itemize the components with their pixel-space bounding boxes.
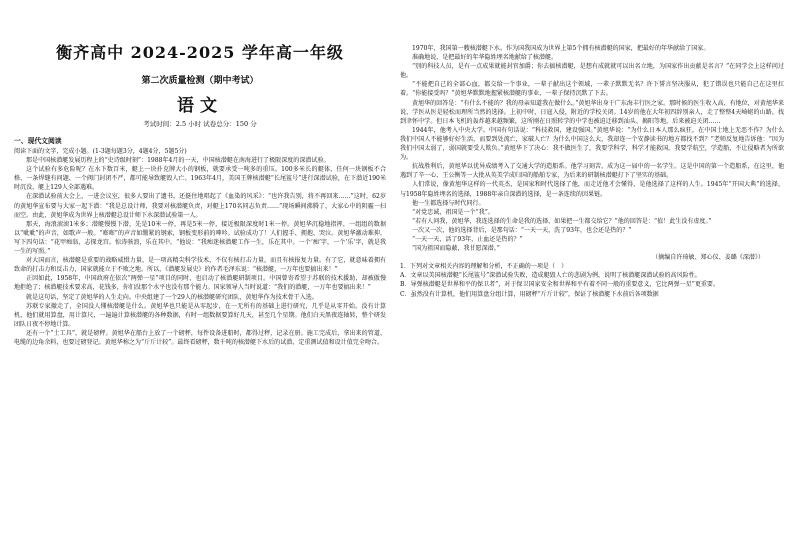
exam-meta: 考试时间：2.5 小时 试卷总分：150 分 — [143, 120, 257, 128]
passage-paragraph: 一次又一次，他的选择背后，是那句话：“一天一天，洗了93年，也会还是热的？” — [412, 226, 632, 234]
passage-paragraph: 准确地说，是把最好的年华隐姓埋名地献给了核潜艇。 — [412, 54, 558, 62]
passage-paragraph: 黄旭华的回答是：“有什么不能的？我的母亲知道我在做什么。”黄旭华出身于广东海丰行医之家。那时候的医生收入高、有地位，对黄旭华来说，学医从医是轻松而理所当然的选择。上初中时，日寇入侵，附近的学校关闭。14岁的他在大年初四辞别亲人，走了整整4天崎岖的山路，找到聿怀中学。但日本飞机的轰炸越来越频繁，这所刚在日照转学的中学也被迫迁移到汕头、揭阳等地，后来被迫关闭…… — [400, 99, 785, 125]
passage-paragraph: 他一生都选择与时代同行。 — [412, 199, 485, 207]
passage-paragraph: “若有人问我，黄旭华，我连选择的生命是我的选择，如果把一生都交给它？”他的回答是：“值！此生没有虚度。” — [412, 217, 712, 225]
passage-paragraph: 正因如此，1958年，中国政府在依次“两弹一星”项目的同时，也启动了核潜艇研制项目。中国曾寄希望于苏联的技术援助，却被傲慢地拒绝了；核潜艇技术要求高，花钱多，你们没那个水平也没有那个能力。国家领导人当时说道：“我们的潜艇，一万年也要搞出来！” — [14, 275, 386, 292]
right-passage — [400, 44, 784, 253]
passage-paragraph: 1944年，他考入中央大学。中国有句话说：“科技救国，建设强国。”黄旭华说：“为什么日本人那么疯狂，在中国土地上无恶不作？为什么我们中国人不能够好好生活，而要到处流亡，家破人亡？为什么中国这么大，我却连一个安静读书的地方都找不到？”老师反复地告诉他：“因为我们中国太弱了，弱国就要受人欺负。”黄旭华下了决心：我不做医生了，我要学科学，科学才能救国。我要学航空，学造船，不让侵略者为所欲为。 — [400, 126, 784, 162]
exam-subtitle: 第二次质量检测（期中考试） — [141, 76, 259, 86]
passage-paragraph: 还有一个“土工具”，就是磅秤。黄旭华在船台上放了一个磅秤，每件设备进船时，都得过秤，记录在册。施工完成后，拿出来的管道、电缆的边角余料，也要过磅登记。黄旭华称之为“斤斤计较”。最终看磅秤，数千吨的核潜艇下水后的试潜、定重测试值和设计值完全吻合。 — [14, 329, 386, 346]
right-column — [400, 44, 784, 299]
exam-title: 衡齐高中 2024-2025 学年高一年级 — [56, 43, 344, 62]
question-item: B．导弹核潜艇是世界和平的保卫者”，对于保卫国家安全和世界和平有着不同一般的重要意义，它比两弹一星”更重要。 — [400, 281, 720, 289]
passage-paragraph: 对大国而言，核潜艇是重要的战略威慑力量，是一项高精尖科学技术，不仅有核打击力量，而且有核报复力量。有了它，就意味着拥有致命的打击力和反击力，国家就能立于不败之地。所以，《潜艇发展史》的作者毛泽东说：“核潜艇，一万年也要搞出来！” — [14, 257, 386, 274]
left-passage — [14, 147, 386, 347]
question-item: 1．下列对文章相关内容的理解和分析，不正确的一项是（ ） — [400, 263, 568, 271]
question-list — [400, 262, 784, 298]
left-column — [14, 40, 386, 347]
passage-paragraph: 这个试验有多危险呢？在水下数百米，艇上一块扑克牌大小的钢板，就要承受一吨多的重压。100多米长的艇体，任何一块钢板不合格、一条焊缝有问题、一个阀门封闭不严，都可能导致艇毁人亡。1963年4月，美国王牌核潜艇“长尾鲨号”进行深潜试验，在下潜近190米时沉没，艇上129人全部遇难。 — [14, 166, 386, 192]
passage-paragraph: 那天，海浪滚滚1米多；潜艇慢慢下潜，先是10米一停，再是5米一停，接近极限深度时1米一停。黄旭华沉稳地指挥，一组组的数据以“呲呲”的声音，如歌声一般。“嘭嘭”的声音如绷紧的钢索，钢板变形前的呻吟。试验成功了！人们握手、拥抱、哭泣。黄旭华激动难抑，写下四句话：“花甲痴翁，志探龙宫。惊涛骇浪，乐在其中。“他说：“我痴迷核潜艇工作一生，乐在其中。一个‘痴’字，一个‘乐’字，就是我一生的写照。” — [14, 220, 386, 256]
passage-paragraph: 人们常说，像黄旭华这样的一代英杰，是国家和时代选择了他，而走近他才会懂得，是他选择了这样的人生。1945年“开国大典”的选择，与1958年隐姓埋名的选择，1988年亲自深潜的选择，是一条连续的因果链。 — [400, 181, 784, 198]
passage-paragraph: 就是这句话，坚定了黄旭华的人生走向。中央组建了一个29人的核潜艇研究团队，黄旭华作为技术骨干入选。 — [26, 293, 318, 301]
passage-paragraph: “国为祖国而隐蔽，我甘愿深潜。” — [412, 245, 500, 253]
passage-paragraph: “一天一天，活了93年，止血还是热的？” — [412, 235, 523, 243]
passage-paragraph: “不能把自己的全部心血，都交给一个事业，一辈子献出这个领域，一辈子默默无名？许下誓言坚决服从，犯了错误也只能自己在这里扛着。“你能接受吗？”黄旭华默默地握紧核潜艇的事业，一辈子保持沉默了下去。 — [400, 81, 784, 98]
passage-paragraph: 1970年，我国第一艘核潜艇下水。作为国我国成为世界上第5个拥有核潜艇的国家，把最好的年华献给了国家。 — [412, 45, 710, 52]
question-item: A．文章以美国核潜艇“长尾鲨号”深潜试验失败，造成艇毁人亡的悲剧为例，说明了核潜艇深潜试验的高风险性。 — [400, 272, 701, 280]
passage-paragraph: 在深潜试验前大会上，一进会议室，很多人要出了遗书，还挺住地唱起了《血染的风采》：“也许我告别，将不再回来……”这时，62岁的黄旭华宣布要与大家一起下潜：“我是总设计师，我要对核潜艇负责，对艇上170名同志负责……”现场瞬间沸腾了，大家心中的阴霾一扫而空。由此，黄旭华成为世界上核潜艇总设计师下水深潜试验第一人。 — [14, 193, 386, 219]
passage-paragraph: 苏联专家撤走了，全国没人懂核潜艇是什么。黄旭华也只能是从零起步，在一无所有的基础上进行研究，几乎是从零开始。没有计算机，他们就用算盘，用计算尺，一遍遍计算核潜艇的各种数据，有时一组数据要算好几天，甚至几个星期。他们白天黑夜连轴转，整个研发团队日夜不停地计算。 — [14, 302, 386, 328]
passage-paragraph: 阅读下面的文字，完成小题。(1-3题每题3分，4题4分，5题5分) — [14, 148, 187, 155]
passage-paragraph: “对党忠诚，祖国是一个“我”。 — [412, 208, 494, 216]
passage-paragraph: 那是中国核潜艇发展历程上的“史诗级时刻”：1988年4月的一天，中国核潜艇在南海进行了极限深度的深潜试验。 — [26, 157, 330, 165]
source-citation: （摘编自许琦敏、郑心仪、姜璐《深潜》） — [652, 254, 764, 262]
question-item: C．虽然没有计算机，他们用算盘分组计算，用磅秤“斤斤计较”，保证了核潜艇下水前后各项数据 — [400, 290, 659, 298]
passage-paragraph: “别的科技人员，是有一点成果就能封官加爵；你去搞核潜艇，是想有成就就可以出名立地，为国家作出贡献是名言？”在同学会上这样问过他。 — [400, 63, 784, 80]
subject-title: 语文 — [177, 96, 223, 116]
passage-paragraph: 抗战胜利后，黄旭华以优异成绩考入了交通大学的造船系。他学习刻苦，成为这一届中的一名学生。这是中国的第一个造船系，在这里，他遇到了辛一心、王公衡等一大批从英美学成归国的船舶专家，为后来的研制核潜艇打下了坚实的基础。 — [400, 163, 784, 180]
section-heading: 一、现代文阅读 — [14, 137, 62, 145]
